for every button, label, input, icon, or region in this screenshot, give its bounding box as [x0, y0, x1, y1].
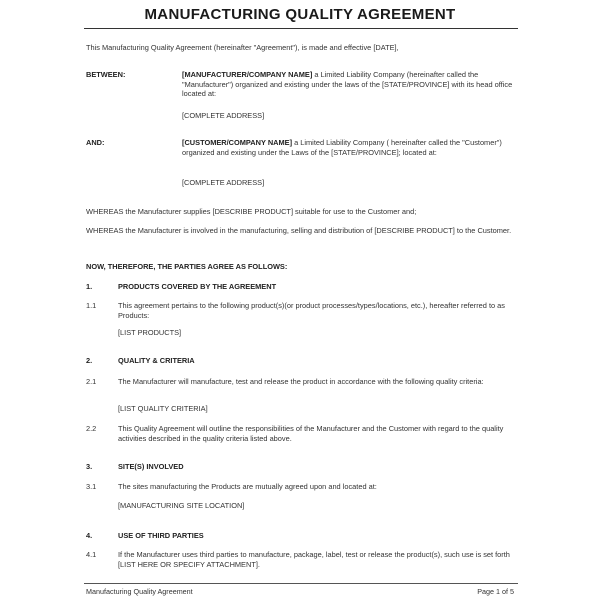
whereas-paragraph-2: WHEREAS the Manufacturer is involved in the manufacturing, selling and distribution of [DESCRIBE PRODUCT] to the Customer.: [86, 226, 512, 235]
customer-description: a Limited Liability Company ( hereinafter called the "Customer") organized and existing under the Laws of the [STATE/PROVINCE]; located at:: [182, 138, 502, 157]
clause-2-2-number: 2.2: [86, 424, 97, 433]
section-1-placeholder: [LIST PRODUCTS]: [118, 328, 182, 337]
footer-document-name: Manufacturing Quality Agreement: [86, 587, 193, 596]
between-party-paragraph: [182, 70, 522, 99]
section-1-number: 1.: [86, 282, 93, 291]
manufacturer-description: a Limited Liability Company (hereinafter called the "Manufacturer") organized and existing under the laws of the [STATE/PROVINCE] with its head office located at:: [182, 70, 513, 99]
between-label: BETWEEN:: [86, 70, 126, 79]
section-2-placeholder: [LIST QUALITY CRITERIA]: [118, 404, 208, 413]
footer-divider: [84, 583, 518, 584]
section-3-placeholder: [MANUFACTURING SITE LOCATION]: [118, 501, 245, 510]
footer-page-number: Page 1 of 5: [477, 587, 514, 596]
section-4-heading: USE OF THIRD PARTIES: [118, 531, 204, 540]
intro-paragraph: This Manufacturing Quality Agreement (hereinafter "Agreement"), is made and effective [DATE],: [86, 43, 399, 52]
clause-3-1-text: The sites manufacturing the Products are mutually agreed upon and located at:: [118, 482, 377, 491]
clause-2-2-text: This Quality Agreement will outline the responsibilities of the Manufacturer and the Customer with regard to the quality activities described in the quality criteria listed above.: [118, 424, 504, 443]
clause-3-1-number: 3.1: [86, 482, 97, 491]
clause-2-1-number: 2.1: [86, 377, 97, 386]
now-therefore-heading: NOW, THEREFORE, THE PARTIES AGREE AS FOLLOWS:: [86, 262, 288, 271]
document-title: MANUFACTURING QUALITY AGREEMENT: [144, 6, 456, 23]
manufacturer-name: [MANUFACTURER/COMPANY NAME]: [182, 70, 313, 79]
whereas-paragraph-1: WHEREAS the Manufacturer supplies [DESCRIBE PRODUCT] suitable for use to the Customer and;: [86, 207, 417, 216]
clause-2-1-text: The Manufacturer will manufacture, test and release the product in accordance with the following quality criteria:: [118, 377, 484, 386]
section-3-heading: SITE(S) INVOLVED: [118, 462, 184, 471]
clause-4-1-number: 4.1: [86, 550, 97, 559]
clause-1-1-text: This agreement pertains to the following product(s)(or product processes/types/locations, etc.), hereafter referred to as Products:: [118, 301, 505, 320]
section-1-heading: PRODUCTS COVERED BY THE AGREEMENT: [118, 282, 277, 291]
customer-name: [CUSTOMER/COMPANY NAME]: [182, 138, 293, 147]
section-3-number: 3.: [86, 462, 93, 471]
title-divider: [84, 28, 518, 29]
section-2-number: 2.: [86, 356, 93, 365]
section-2-heading: QUALITY & CRITERIA: [118, 356, 195, 365]
manufacturer-address: [COMPLETE ADDRESS]: [182, 111, 265, 120]
clause-1-1-number: 1.1: [86, 301, 97, 310]
section-4-number: 4.: [86, 531, 93, 540]
and-label: AND:: [86, 138, 105, 147]
customer-address: [COMPLETE ADDRESS]: [182, 178, 265, 187]
clause-4-1-text: If the Manufacturer uses third parties to manufacture, package, label, test or release the product(s), such use is set forth [LIST HERE OR SPECIFY ATTACHMENT].: [118, 550, 510, 569]
and-party-paragraph: [182, 138, 522, 157]
